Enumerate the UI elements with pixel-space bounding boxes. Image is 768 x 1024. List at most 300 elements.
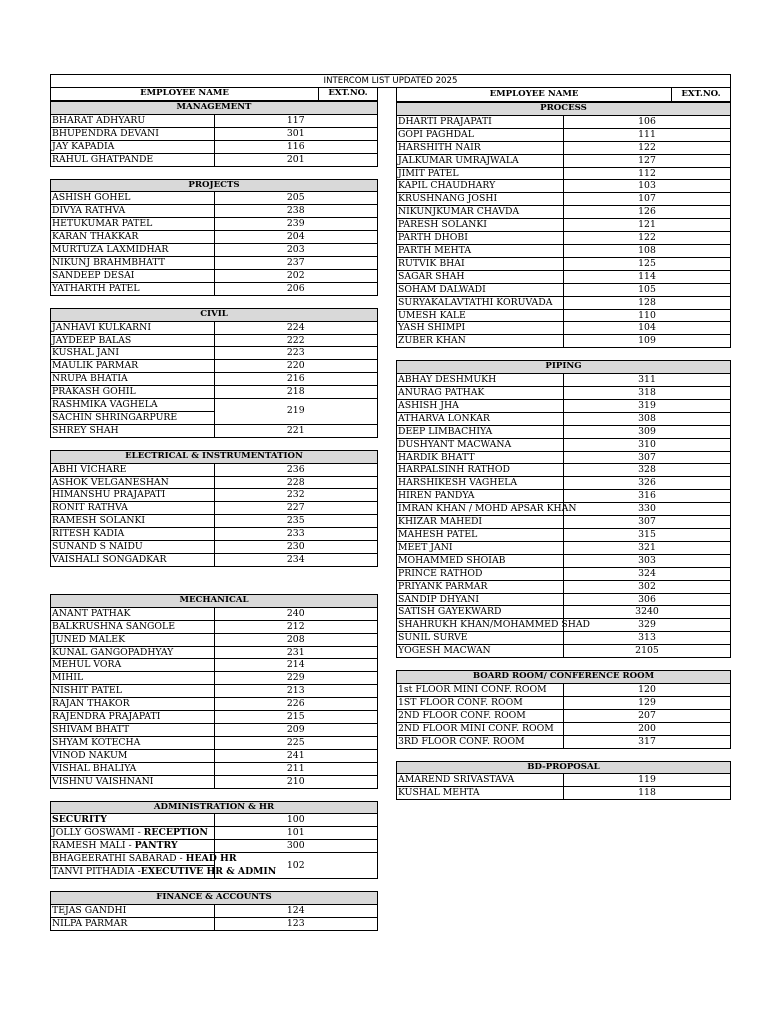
- table-row: [51, 373, 378, 386]
- section-table: [396, 761, 731, 801]
- table-row: [51, 399, 378, 412]
- employee-name: [51, 386, 215, 399]
- employee-name: [51, 827, 215, 840]
- table-row: [397, 580, 731, 593]
- extension-number: 319: [564, 399, 731, 412]
- employee-name-text: VINOD NAKUM: [52, 749, 128, 761]
- employee-name: [51, 749, 215, 762]
- table-row: [51, 620, 378, 633]
- section-heading: MANAGEMENT: [51, 102, 378, 115]
- table-row: [51, 140, 378, 153]
- employee-name-text: KUNAL GANGOPADHYAY: [52, 646, 174, 658]
- employee-name-text: MAULIK PARMAR: [52, 360, 139, 372]
- employee-name-text: RITESH KADIA: [52, 528, 125, 540]
- employee-name-text: KUSHAL MEHTA: [398, 787, 480, 799]
- employee-name: [397, 709, 564, 722]
- table-row: [51, 840, 378, 853]
- extension-number: 318: [564, 387, 731, 400]
- employee-name-header: EMPLOYEE NAME: [140, 88, 229, 98]
- employee-name: [51, 840, 215, 853]
- employee-name: [397, 412, 564, 425]
- employee-name: [397, 309, 564, 322]
- employee-name-text: PRIYANK PARMAR: [398, 580, 488, 592]
- extension-number: 208: [214, 633, 378, 646]
- table-row: [397, 593, 731, 606]
- employee-name-text: RAHUL GHATPANDE: [52, 153, 154, 165]
- extension-number: 107: [564, 193, 731, 206]
- employee-name-text: RONIT RATHVA: [52, 502, 128, 514]
- employee-name: [51, 853, 237, 866]
- employee-name: [51, 633, 215, 646]
- employee-name: [51, 646, 215, 659]
- table-row: [397, 683, 731, 696]
- table-row: [51, 502, 378, 515]
- employee-name-text: MAHESH PATEL: [398, 529, 478, 540]
- table-row: [51, 827, 378, 840]
- employee-name: [51, 127, 215, 140]
- extension-number: 301: [214, 127, 378, 140]
- employee-name: [397, 115, 564, 128]
- employee-name-text: SHREY SHAH: [52, 424, 119, 436]
- extension-number: 102: [214, 853, 378, 879]
- employee-name-text: IMRAN KHAN / MOHD APSAR KHAN: [398, 503, 577, 515]
- table-row: [51, 541, 378, 554]
- employee-name: [397, 464, 564, 477]
- section-bd-proposal: [396, 761, 731, 801]
- section-projects: [50, 179, 378, 296]
- section-heading: CIVIL: [51, 308, 378, 321]
- employee-name-text: PARTH DHOBI: [398, 232, 468, 244]
- employee-name: [397, 503, 577, 516]
- table-row: [397, 167, 731, 180]
- extension-number: 223: [214, 347, 378, 360]
- table-row: [397, 645, 731, 658]
- section-heading: ADMINISTRATION & HR: [51, 801, 378, 814]
- extension-number: 232: [214, 489, 378, 502]
- employee-name-text: DIVYA RATHVA: [52, 205, 126, 217]
- employee-name: [397, 735, 564, 748]
- employee-name: [51, 541, 215, 554]
- employee-name-text: 1ST FLOOR CONF. ROOM: [398, 696, 523, 708]
- table-row: [397, 193, 731, 206]
- employee-name-text: KRUSHNANG JOSHI: [398, 193, 498, 205]
- employee-name: [397, 632, 564, 645]
- employee-name: [51, 334, 215, 347]
- employee-name: [51, 282, 215, 295]
- extension-number: 236: [214, 463, 378, 476]
- employee-name: [397, 554, 564, 567]
- section-heading: PROCESS: [397, 103, 731, 116]
- extension-number: 129: [564, 696, 731, 709]
- role-label: SECURITY: [52, 814, 107, 826]
- employee-name: [397, 141, 564, 154]
- employee-name-text: JANHAVI KULKARNI: [52, 321, 151, 333]
- table-row: [51, 114, 378, 127]
- table-row: [51, 153, 378, 166]
- employee-name: [397, 322, 564, 335]
- extension-number: 200: [564, 722, 731, 735]
- extension-number: 237: [214, 256, 378, 269]
- extension-number: 329: [564, 619, 731, 632]
- employee-name: [51, 607, 215, 620]
- employee-name-text: SURYAKALAVTATHI KORUVADA: [398, 296, 553, 308]
- employee-name-text: ABHI VICHARE: [52, 463, 127, 475]
- table-row: [51, 723, 378, 736]
- table-row: [51, 672, 378, 685]
- employee-name-text: ATHARVA LONKAR: [398, 412, 490, 424]
- extension-number: 108: [564, 244, 731, 257]
- employee-name: [51, 775, 215, 788]
- employee-name-text: BHARAT ADHYARU: [52, 114, 146, 126]
- table-row: [51, 256, 378, 269]
- employee-name-text: SHIVAM BHATT: [52, 723, 130, 735]
- table-row: [397, 567, 731, 580]
- table-row: [397, 774, 731, 787]
- employee-name-text: DEEP LIMBACHIYA: [398, 425, 493, 437]
- extension-number: 105: [564, 283, 731, 296]
- table-row: [397, 270, 731, 283]
- employee-name: [397, 683, 564, 696]
- table-row: [51, 762, 378, 775]
- extension-number: 204: [214, 231, 378, 244]
- table-row: [51, 659, 378, 672]
- extension-number: 103: [564, 180, 731, 193]
- extension-number: 109: [564, 335, 731, 348]
- employee-name: [397, 193, 564, 206]
- extension-number: 100: [214, 814, 378, 827]
- employee-name: [397, 438, 564, 451]
- extension-number: 310: [564, 438, 731, 451]
- employee-name-text: PARTH MEHTA: [398, 244, 472, 256]
- table-row: [397, 490, 731, 503]
- employee-name: [51, 411, 215, 424]
- employee-name: [51, 463, 215, 476]
- employee-name: [51, 904, 215, 917]
- table-row: [51, 917, 378, 930]
- employee-name: [51, 698, 215, 711]
- employee-name: [397, 244, 564, 257]
- extension-number: 201: [214, 153, 378, 166]
- extension-number: 239: [214, 218, 378, 231]
- employee-name: [51, 140, 215, 153]
- table-row: [51, 711, 378, 724]
- employee-name: [397, 541, 564, 554]
- extension-number: 234: [214, 554, 378, 567]
- extension-number: 124: [214, 904, 378, 917]
- extension-number: 315: [564, 529, 731, 542]
- employee-name-text: RUTVIK BHAI: [398, 257, 465, 269]
- employee-name-text: ASHISH GOHEL: [52, 192, 131, 204]
- extension-number: 210: [214, 775, 378, 788]
- employee-name: [397, 529, 564, 542]
- employee-name-text: GOPI PAGHDAL: [398, 128, 474, 140]
- table-row: [397, 554, 731, 567]
- role-label: EXECUTIVE HR & ADMIN: [140, 866, 277, 878]
- extension-number: 122: [564, 141, 731, 154]
- employee-name-text: KUSHAL JANI: [52, 347, 120, 359]
- employee-name: [51, 711, 215, 724]
- table-row: [51, 192, 378, 205]
- extension-number: 123: [214, 917, 378, 930]
- table-row: [397, 154, 731, 167]
- extension-number: 202: [214, 269, 378, 282]
- section-heading: ELECTRICAL & INSTRUMENTATION: [51, 450, 378, 463]
- employee-name: [51, 866, 277, 879]
- table-row: [397, 632, 731, 645]
- extension-number: 125: [564, 257, 731, 270]
- table-row: [397, 399, 731, 412]
- employee-name-text: VAISHALI SONGADKAR: [52, 554, 167, 565]
- section-table: [50, 179, 378, 296]
- employee-name-text: ASHISH JHA: [398, 399, 459, 411]
- employee-name-text: SACHIN SHRINGARPURE: [52, 411, 178, 423]
- employee-name-text: PRINCE RATHOD: [398, 567, 483, 579]
- employee-name-text: JALKUMAR UMRAJWALA: [398, 154, 519, 166]
- right-column: [396, 87, 731, 800]
- employee-name-text: ANURAG PATHAK: [398, 387, 485, 399]
- extension-number: 207: [564, 709, 731, 722]
- employee-name-text: SAGAR SHAH: [398, 270, 465, 282]
- section-table: [50, 891, 378, 931]
- section-table: [396, 670, 731, 748]
- extension-number: 215: [214, 711, 378, 724]
- extension-number: 218: [214, 386, 378, 399]
- ext-no-header: EXT.NO.: [671, 88, 730, 101]
- section-process: [396, 102, 731, 348]
- employee-name: [51, 917, 215, 930]
- employee-name-text: SHAHRUKH KHAN/MOHAMMED SHAD: [398, 619, 591, 631]
- section-table: [396, 102, 731, 348]
- employee-name: [51, 192, 215, 205]
- extension-number: 111: [564, 128, 731, 141]
- employee-name-text: VISHNU VAISHNANI: [52, 775, 154, 787]
- employee-name-text: DUSHYANT MACWANA: [398, 438, 512, 450]
- table-row: [397, 438, 731, 451]
- table-row: [51, 853, 378, 866]
- extension-number: 206: [214, 282, 378, 295]
- employee-name: [51, 373, 215, 386]
- employee-name-text: BHUPENDRA DEVANI: [52, 127, 159, 139]
- extension-number: 303: [564, 554, 731, 567]
- employee-name: [397, 580, 564, 593]
- employee-name: [397, 206, 564, 219]
- employee-name: [51, 554, 215, 567]
- employee-name: [51, 672, 215, 685]
- table-row: [397, 787, 731, 800]
- table-row: [397, 206, 731, 219]
- employee-name: [51, 360, 215, 373]
- extension-number: 126: [564, 206, 731, 219]
- extension-number: 226: [214, 698, 378, 711]
- employee-name-text: DHARTI PRAJAPATI: [398, 115, 492, 127]
- employee-name-text: ANANT PATHAK: [52, 607, 131, 619]
- table-row: [51, 515, 378, 528]
- employee-name-text: SOHAM DALWADI: [398, 283, 486, 295]
- ext-no-header: EXT.NO.: [318, 87, 377, 100]
- table-row: [51, 244, 378, 257]
- extension-number: 233: [214, 528, 378, 541]
- employee-name-text: KARAN THAKKAR: [52, 231, 139, 243]
- employee-name-text: 3RD FLOOR CONF. ROOM: [398, 735, 525, 747]
- extension-number: 110: [564, 309, 731, 322]
- section-heading: FINANCE & ACCOUNTS: [51, 891, 378, 904]
- employee-name-text: ASHOK VELGANESHAN: [52, 476, 169, 488]
- section-electrical-instrumentation: [50, 450, 378, 567]
- extension-number: 119: [564, 774, 731, 787]
- extension-number: 324: [564, 567, 731, 580]
- employee-name-text: MIHIL: [52, 672, 84, 684]
- extension-number: 122: [564, 232, 731, 245]
- extension-number: 300: [214, 840, 378, 853]
- employee-name-text: ZUBER KHAN: [398, 335, 466, 347]
- employee-name: [397, 619, 591, 632]
- section-finance-accounts: [50, 891, 378, 931]
- employee-name: [397, 774, 564, 787]
- employee-name-text: NIKUNJKUMAR CHAVDA: [398, 206, 520, 218]
- extension-number: 235: [214, 515, 378, 528]
- employee-name: [397, 270, 564, 283]
- employee-name: [397, 477, 564, 490]
- employee-name: [397, 722, 564, 735]
- table-row: [397, 425, 731, 438]
- extension-number: 309: [564, 425, 731, 438]
- column-header: [50, 87, 378, 101]
- employee-name-text: JIMIT PATEL: [398, 167, 459, 179]
- table-row: [397, 232, 731, 245]
- employee-name-text: MEHUL VORA: [52, 659, 122, 671]
- extension-number: 221: [214, 424, 378, 437]
- table-row: [397, 606, 731, 619]
- employee-name: [51, 244, 215, 257]
- extension-number: 128: [564, 296, 731, 309]
- table-row: [51, 554, 378, 567]
- section-table: [50, 594, 378, 789]
- employee-name-text: HARDIK BHATT: [398, 451, 475, 463]
- extension-number: 230: [214, 541, 378, 554]
- extension-number: 127: [564, 154, 731, 167]
- employee-name: [397, 180, 564, 193]
- table-row: [51, 698, 378, 711]
- employee-name: [51, 269, 215, 282]
- table-row: [397, 722, 731, 735]
- table-row: [397, 128, 731, 141]
- employee-name: [51, 762, 215, 775]
- section-mechanical: [50, 594, 378, 789]
- employee-name-text: JAY KAPADIA: [52, 140, 115, 152]
- employee-name-text: RAMESH MALI -: [52, 840, 135, 852]
- employee-name-text: 2ND FLOOR MINI CONF. ROOM: [398, 722, 554, 734]
- extension-number: 326: [564, 477, 731, 490]
- extension-number: 241: [214, 749, 378, 762]
- extension-number: 104: [564, 322, 731, 335]
- employee-name: [397, 490, 564, 503]
- table-row: [51, 127, 378, 140]
- employee-name-text: PARESH SOLANKI: [398, 219, 487, 231]
- employee-name-text: BHAGEERATHI SABARAD -: [52, 853, 186, 865]
- table-row: [51, 904, 378, 917]
- section-heading: PROJECTS: [51, 179, 378, 192]
- extension-number: 213: [214, 685, 378, 698]
- extension-number: 224: [214, 321, 378, 334]
- table-row: [397, 180, 731, 193]
- employee-name-text: NILPA PARMAR: [52, 917, 128, 929]
- employee-name-text: RAJENDRA PRAJAPATI: [52, 711, 161, 723]
- extension-number: 308: [564, 412, 731, 425]
- extension-number: 2105: [564, 645, 731, 658]
- section-table: [50, 101, 378, 167]
- employee-name: [397, 128, 564, 141]
- extension-number: 328: [564, 464, 731, 477]
- extension-number: 220: [214, 360, 378, 373]
- table-row: [397, 244, 731, 257]
- table-row: [397, 735, 731, 748]
- table-row: [397, 219, 731, 232]
- employee-name: [51, 153, 215, 166]
- employee-name-text: JAYDEEP BALAS: [52, 334, 132, 346]
- section-heading: BD-PROPOSAL: [397, 761, 731, 774]
- employee-name: [51, 659, 215, 672]
- employee-name: [51, 515, 215, 528]
- employee-name-text: VISHAL BHALIYA: [52, 762, 137, 774]
- employee-name-text: HIMANSHU PRAJAPATI: [52, 489, 166, 501]
- employee-name-text: MEET JANI: [398, 541, 453, 553]
- extension-number: 101: [214, 827, 378, 840]
- table-row: [397, 412, 731, 425]
- table-row: [51, 749, 378, 762]
- table-row: [397, 257, 731, 270]
- column-header: [396, 87, 731, 102]
- extension-number: 225: [214, 736, 378, 749]
- employee-name: [397, 516, 564, 529]
- table-row: [397, 387, 731, 400]
- section-heading: BOARD ROOM/ CONFERENCE ROOM: [397, 671, 731, 684]
- employee-name: [397, 451, 564, 464]
- employee-name: [397, 283, 564, 296]
- extension-number: 313: [564, 632, 731, 645]
- employee-name-text: MURTUZA LAXMIDHAR: [52, 244, 169, 256]
- employee-name: [397, 696, 564, 709]
- employee-name-text: SHYAM KOTECHA: [52, 736, 141, 748]
- table-row: [51, 814, 378, 827]
- employee-name-text: YASH SHIMPI: [398, 322, 466, 334]
- employee-name: [397, 593, 564, 606]
- employee-name: [51, 231, 215, 244]
- table-row: [397, 619, 731, 632]
- table-row: [397, 309, 731, 322]
- employee-name: [51, 476, 215, 489]
- employee-name: [51, 489, 215, 502]
- employee-name: [51, 321, 215, 334]
- extension-number: 227: [214, 502, 378, 515]
- extension-number: 231: [214, 646, 378, 659]
- extension-number: 307: [564, 516, 731, 529]
- table-row: [397, 141, 731, 154]
- employee-name-text: KHIZAR MAHEDI: [398, 516, 483, 528]
- table-row: [51, 633, 378, 646]
- employee-name-text: HARSHIKESH VAGHELA: [398, 477, 518, 489]
- table-row: [397, 283, 731, 296]
- employee-name: [397, 335, 564, 348]
- section-table: [50, 308, 378, 438]
- table-row: [397, 529, 731, 542]
- employee-name-text: TEJAS GANDHI: [52, 904, 127, 916]
- employee-name: [397, 257, 564, 270]
- employee-name: [397, 387, 564, 400]
- employee-name: [51, 256, 215, 269]
- role-label: PANTRY: [134, 840, 178, 852]
- table-row: [397, 541, 731, 554]
- employee-name: [51, 528, 215, 541]
